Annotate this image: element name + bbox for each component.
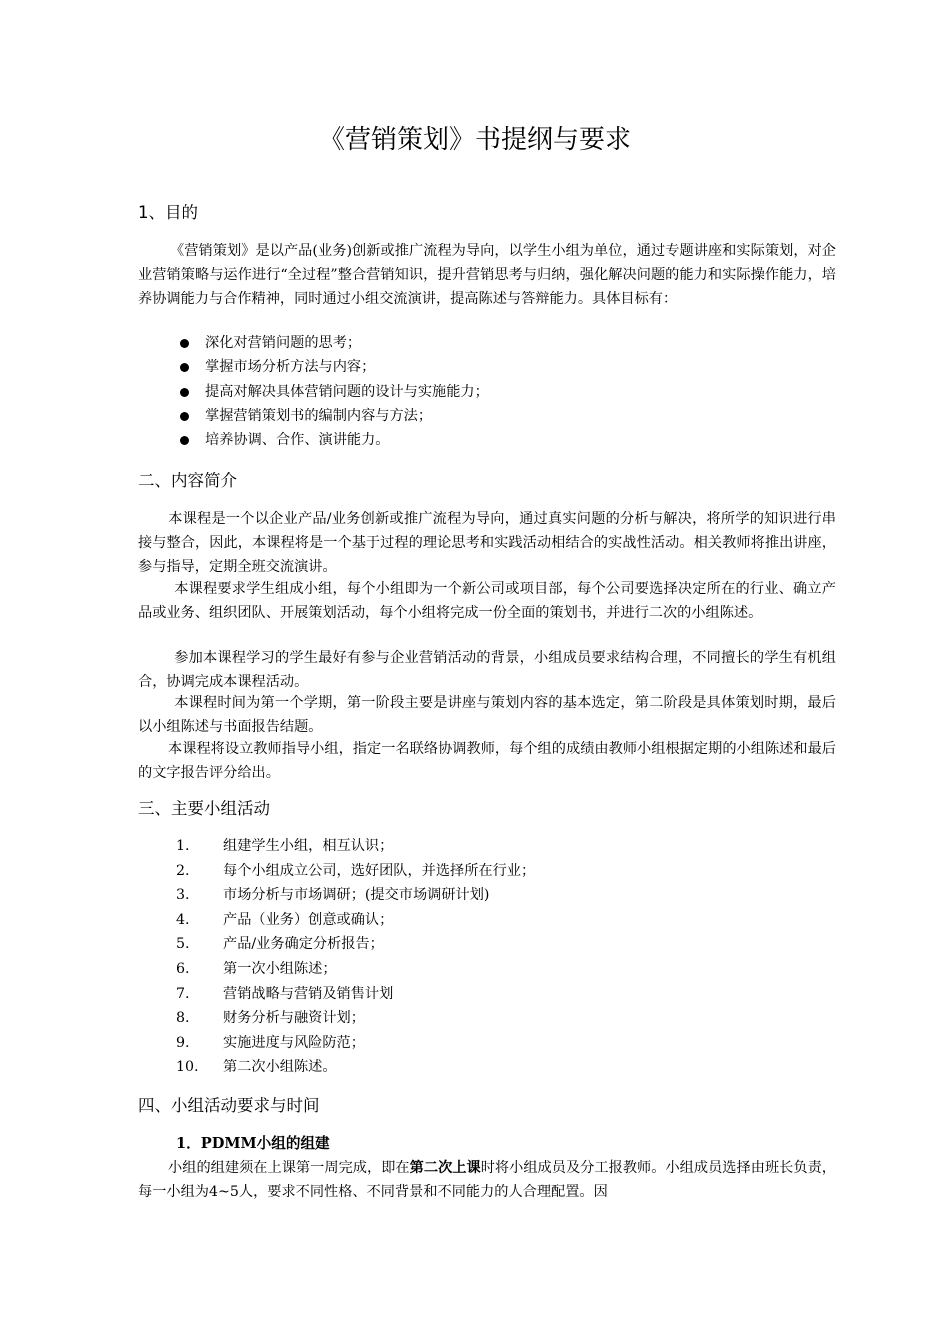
- section-2-paragraph-4: [138, 691, 836, 739]
- list-item-number: 4.: [176, 911, 190, 928]
- list-item: [138, 380, 836, 404]
- bullet-icon: [180, 436, 189, 445]
- list-item: [138, 404, 836, 428]
- list-item: [138, 1055, 836, 1080]
- list-item: [138, 355, 836, 379]
- section-2-heading: 二、内容简介: [138, 471, 237, 490]
- list-item-number: 8.: [176, 1010, 190, 1027]
- paragraph-text: 参加本课程学习的学生最好有参与企业营销活动的背景，小组成员要求结构合理，不同擅长的学生有机组合，协调完成本课程活动。: [138, 650, 836, 691]
- section-4-paragraph: [138, 1156, 836, 1204]
- section-2-paragraph-2: [138, 577, 836, 625]
- section-2-paragraph-3: [138, 646, 836, 694]
- list-item-text: 深化对营销问题的思考；: [205, 335, 362, 351]
- list-item-text: 实施进度与风险防范；: [223, 1034, 365, 1051]
- list-item: [138, 932, 836, 957]
- list-item-number: 3.: [176, 887, 190, 904]
- list-item: [138, 859, 836, 884]
- list-item: [138, 957, 836, 982]
- list-item-text: 营销战略与营销及销售计划: [223, 985, 394, 1002]
- list-item-number: 9.: [176, 1034, 190, 1051]
- list-item: [138, 331, 836, 355]
- activity-numbered-list: [138, 834, 836, 1080]
- bullet-icon: [180, 412, 189, 421]
- subsection-heading: 1．PDMM小组的组建: [176, 1135, 330, 1152]
- section-1-intro-text: 《营销策划》是以产品(业务)创新或推广流程为导向，以学生小组为单位，通过专题讲座和实际策划，对企业营销策略与运作进行“全过程”整合营销知识，提升营销思考与归纳，强化解决问题的能力和实际操作能力，培养协调能力与合作精神，同时通过小组交流演讲，提高陈述与答辩能力。具体目标有：: [138, 243, 836, 308]
- section-1-heading: 1、目的: [138, 203, 198, 222]
- section-1-intro: [138, 239, 836, 312]
- section-2-paragraph-1: [138, 507, 836, 580]
- bullet-icon: [180, 363, 189, 372]
- emphasis-text: 第二次上课: [409, 1160, 481, 1176]
- list-item-text: 掌握市场分析方法与内容；: [205, 359, 376, 376]
- paragraph-text: 时将小组成员及分工报教师。小组成员选择由班长负责，每一小组为4~5人，要求不同性格、不同背景和不同能力的人合理配置。因: [138, 1160, 836, 1201]
- list-item-text: 产品/业务确定分析报告；: [223, 936, 384, 953]
- list-item-text: 产品（业务）创意或确认；: [223, 911, 394, 928]
- list-item: [138, 834, 836, 859]
- list-item-text: 市场分析与市场调研；(提交市场调研计划): [223, 887, 490, 904]
- list-item-number: 7.: [176, 985, 190, 1002]
- list-item-text: 第二次小组陈述。: [223, 1059, 337, 1076]
- section-3-heading: 三、主要小组活动: [138, 799, 270, 818]
- list-item: [138, 982, 836, 1007]
- paragraph-text: 本课程要求学生组成小组，每个小组即为一个新公司或项目部，每个公司要选择决定所在的行业、确立产品或业务、组织团队、开展策划活动，每个小组将完成一份全面的策划书，并进行二次的小组陈述。: [138, 581, 836, 622]
- list-item-text: 组建学生小组，相互认识；: [223, 838, 394, 854]
- paragraph-text: 本课程将设立教师指导小组，指定一名联络协调教师，每个组的成绩由教师小组根据定期的小组陈述和最后的文字报告评分给出。: [138, 741, 836, 782]
- list-item-number: 10.: [176, 1059, 199, 1076]
- section-2-paragraph-5: [138, 737, 836, 785]
- list-item-text: 第一次小组陈述；: [223, 960, 337, 977]
- document-title: 《营销策划》书提纲与要求: [318, 125, 631, 155]
- list-item-number: 6.: [176, 960, 190, 977]
- list-item-number: 5.: [176, 936, 190, 953]
- list-item-text: 财务分析与融资计划；: [223, 1010, 365, 1027]
- paragraph-text: 本课程是一个以企业产品/业务创新或推广流程为导向，通过真实问题的分析与解决，将所学的知识进行串接与整合，因此，本课程将是一个基于过程的理论思考和实践活动相结合的实战性活动。相关教师将推出讲座，参与指导，定期全班交流演讲。: [138, 511, 836, 576]
- list-item-text: 每个小组成立公司，选好团队，并选择所在行业；: [223, 862, 536, 879]
- list-item-number: 2.: [176, 862, 190, 879]
- bullet-icon: [180, 388, 189, 397]
- list-item-text: 掌握营销策划书的编制内容与方法；: [205, 407, 433, 424]
- list-item: [138, 908, 836, 933]
- section-4-heading: 四、小组活动要求与时间: [138, 1096, 320, 1115]
- paragraph-text: 小组的组建须在上课第一周完成，即在: [168, 1160, 410, 1176]
- list-item: [138, 883, 836, 908]
- list-item-number: 1.: [176, 838, 190, 854]
- goal-bullet-list: [138, 331, 836, 452]
- paragraph-text: 本课程时间为第一个学期，第一阶段主要是讲座与策划内容的基本选定，第二阶段是具体策划时期，最后以小组陈述与书面报告结题。: [138, 695, 836, 736]
- list-item: [138, 428, 836, 452]
- list-item-text: 培养协调、合作、演讲能力。: [205, 432, 390, 449]
- list-item-text: 提高对解决具体营销问题的设计与实施能力；: [205, 383, 489, 400]
- list-item: [138, 1006, 836, 1031]
- list-item: [138, 1031, 836, 1056]
- bullet-icon: [180, 339, 189, 348]
